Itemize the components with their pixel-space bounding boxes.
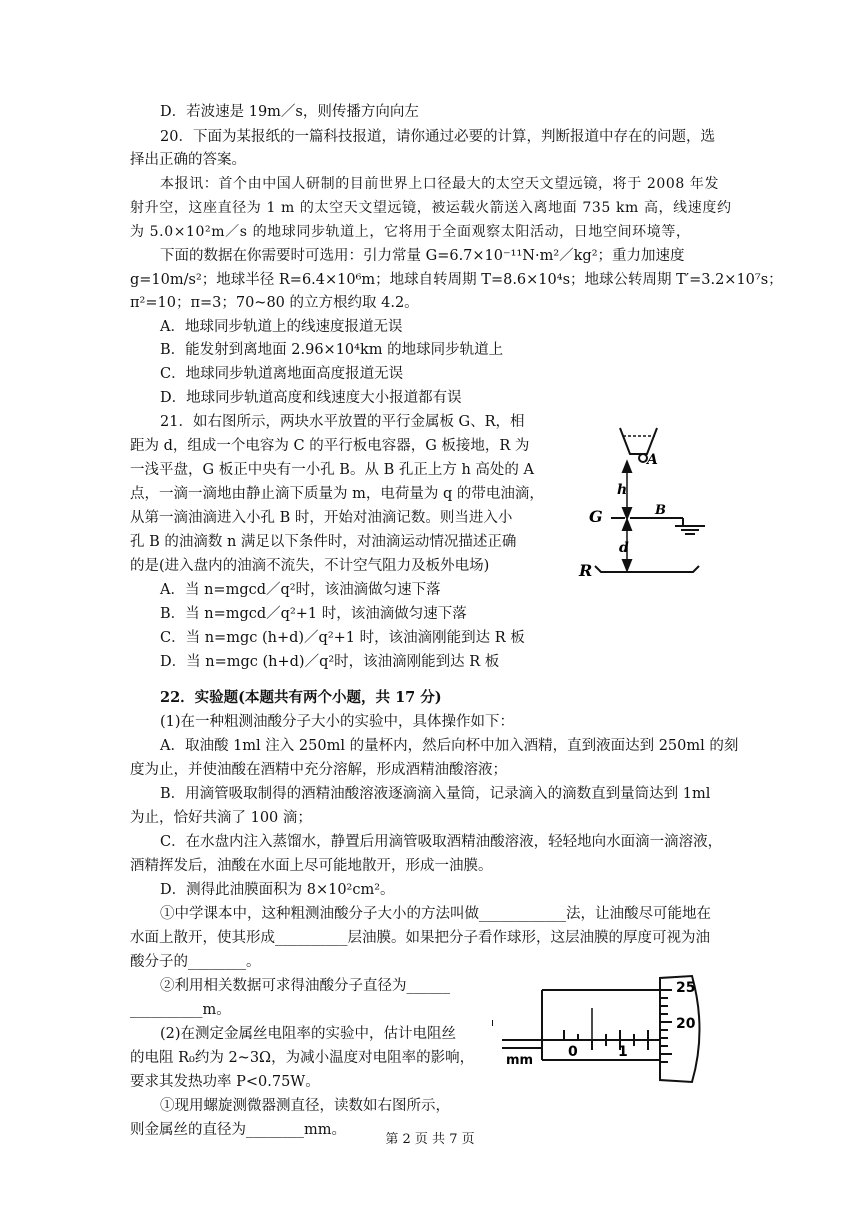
- q21-stem-7: 的是(进入盘内的油滴不流失，不计空气阻力及板外电场): [130, 558, 490, 574]
- q22-part2-4: ①现用螺旋测微器测直径，读数如右图所示，: [160, 1098, 450, 1114]
- news-line-2: 射升空，这座直径为 1 m 的太空天文望远镜，被运载火箭送入离地面 735 km 高，线速度约: [130, 200, 732, 216]
- tick-25: 25: [676, 980, 696, 996]
- label-g: G: [589, 507, 603, 526]
- q21-option-c: C．当 n=mgc (h+d)／q²+1 时，该油滴刚能到达 R 板: [160, 630, 525, 646]
- q20-option-d: D．地球同步轨道高度和线速度大小报道都有误: [160, 390, 462, 406]
- q21-stem-3: 一浅平盘，G 板正中央有一小孔 B。从 B 孔正上方 h 高处的 A: [130, 462, 534, 478]
- q20-option-c: C．地球同步轨道离地面高度报道无误: [160, 366, 404, 382]
- q22-blank-4: ②利用相关数据可求得油酸分子直径为______: [160, 978, 450, 994]
- label-d: d: [619, 540, 629, 556]
- news-line-1: 本报讯：首个由中国人研制的目前世界上口径最大的太空天文望远镜，将于 2008 年发: [160, 176, 720, 192]
- q22-heading: 22．实验题(本题共有两个小题，共 17 分): [160, 689, 442, 706]
- q22-part2-3: 要求其发热功率 P<0.75W。: [130, 1074, 320, 1090]
- q21-stem-6: 孔 B 的油滴数 n 满足以下条件时，对油滴运动情况描述正确: [130, 534, 517, 550]
- micrometer-figure: [492, 970, 722, 1090]
- q21-option-d: D．当 n=mgc (h+d)／q²时，该油滴刚能到达 R 板: [160, 654, 500, 670]
- q22-part2-5: 则金属丝的直径为________mm。: [130, 1122, 346, 1138]
- q22-step-c-1: C．在水盘内注入蒸馏水，静置后用滴管吸取酒精油酸溶液，轻轻地向水面滴一滴溶液，: [160, 834, 723, 850]
- data-line-3: π²=10；π=3；70~80 的立方根约取 4.2。: [130, 295, 419, 311]
- news-line-3: 为 5.0×10²m／s 的地球同步轨道上，它将用于全面观察太阳活动，日地空间环境等，: [130, 224, 691, 240]
- q22-part1-intro: (1)在一种粗测油酸分子大小的实验中，具体操作如下：: [160, 714, 515, 730]
- q22-blank-3: 酸分子的________。: [130, 954, 261, 970]
- capacitor-figure: [575, 418, 725, 598]
- label-r: R: [579, 561, 593, 580]
- q21-stem-2: 距为 d，组成一个电容为 C 的平行板电容器，G 板接地，R 为: [130, 438, 530, 454]
- q20-option-b: B．能发射到离地面 2.96×10⁴km 的地球同步轨道上: [160, 342, 504, 358]
- q22-step-b-1: B．用滴管吸取制得的酒精油酸溶液逐滴滴入量筒，记录滴入的滴数直到量筒达到 1ml: [160, 786, 711, 802]
- label-h: h: [617, 482, 628, 498]
- q19-option-d: D．若波速是 19m／s，则传播方向向左: [160, 104, 419, 120]
- data-line-2: g=10m/s²；地球半径 R=6.4×10⁶m；地球自转周期 T=8.6×10⁴s；地球公转周期 T′=3.2×10⁷s；: [130, 272, 783, 288]
- q21-option-b: B．当 n=mgcd／q²+1 时，该油滴做匀速下落: [160, 606, 467, 622]
- label-a: A: [647, 452, 658, 468]
- q22-blank-5: __________m。: [130, 1002, 231, 1018]
- q20-stem-1: 20．下面为某报纸的一篇科技报道，请你通过必要的计算，判断报道中存在的问题，选: [160, 129, 715, 145]
- q21-stem-1: 21．如右图所示，两块水平放置的平行金属板 G、R，相: [160, 414, 525, 430]
- q21-option-a: A．当 n=mgcd／q²时，该油滴做匀速下落: [160, 582, 441, 598]
- page-footer: 第 2 页 共 7 页: [385, 1132, 475, 1147]
- q22-step-d: D．测得此油膜面积为 8×10²cm²。: [160, 882, 395, 898]
- q20-option-a: A．地球同步轨道上的线速度报道无误: [160, 319, 403, 335]
- tick-0: 0: [568, 1044, 578, 1060]
- q22-step-c-2: 酒精挥发后，油酸在水面上尽可能地散开，形成一油膜。: [130, 858, 493, 874]
- unit-mm: mm: [506, 1053, 534, 1068]
- label-b: B: [655, 503, 666, 518]
- q22-part2-2: 的电阻 R₀约为 2~3Ω，为减小温度对电阻率的影响，: [130, 1050, 475, 1066]
- data-line-1: 下面的数据在你需要时可选用：引力常量 G=6.7×10⁻¹¹N·m²／kg²；重力加速度: [160, 248, 685, 264]
- q22-part2-1: (2)在测定金属丝电阻率的实验中，估计电阻丝: [160, 1026, 457, 1042]
- q22-blank-1: ①中学课本中，这种粗测油酸分子大小的方法叫做____________法，让油酸尽可能地在: [160, 906, 711, 922]
- q22-step-a-1: A．取油酸 1ml 注入 250ml 的量杯内，然后向杯中加入酒精，直到液面达到 250ml 的刻: [160, 738, 739, 754]
- q21-stem-4: 点，一滴一滴地由静止滴下质量为 m，电荷量为 q 的带电油滴，: [130, 486, 544, 502]
- q22-step-a-2: 度为止，并使油酸在酒精中充分溶解，形成酒精油酸溶液；: [130, 762, 507, 778]
- q22-step-b-2: 为止，恰好共滴了 100 滴；: [130, 810, 312, 826]
- q22-blank-2: 水面上散开，使其形成__________层油膜。如果把分子看作球形，这层油膜的厚度可视为油: [130, 930, 710, 946]
- tick-20: 20: [676, 1016, 696, 1032]
- q20-stem-2: 择出正确的答案。: [130, 152, 246, 168]
- q21-stem-5: 从第一滴油滴进入小孔 B 时，开始对油滴记数。则当进入小: [130, 510, 513, 526]
- tick-1: 1: [618, 1044, 628, 1060]
